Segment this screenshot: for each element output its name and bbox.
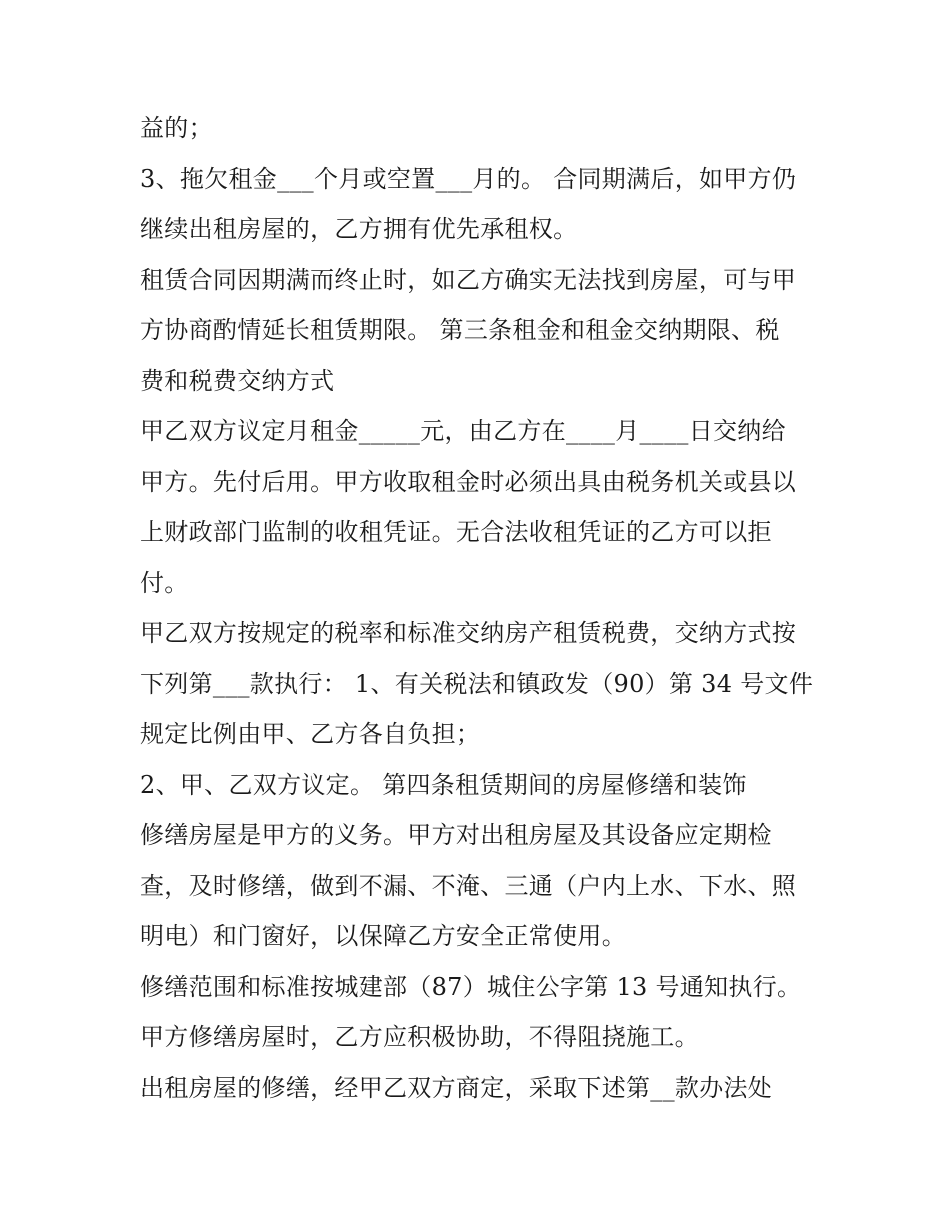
text-line: 甲方。先付后用。甲方收取租金时必须出具由税务机关或县以 (140, 467, 797, 496)
text-line: 修缮房屋是甲方的义务。甲方对出租房屋及其设备应定期检 (140, 821, 772, 849)
text-line: 下列第___款执行： 1、有关税法和镇政发（90）第 34 号文件 (140, 669, 814, 698)
text-line: 2、甲、乙双方议定。 第四条租赁期间的房屋修缮和装饰 (140, 770, 747, 799)
text-line: 3、拖欠租金___个月或空置___月的。 合同期满后，如甲方仍 (140, 164, 797, 193)
text-line: 查，及时修缮，做到不漏、不淹、三通（户内上水、下水、照 (140, 871, 797, 900)
text-line: 租赁合同因期满而终止时，如乙方确实无法找到房屋，可与甲 (140, 265, 797, 294)
text-line: 出租房屋的修缮，经甲乙双方商定，采取下述第__款办法处 (140, 1073, 773, 1102)
text-line: 费和税费交纳方式 (140, 366, 335, 395)
document-body (140, 103, 830, 1113)
text-line: 甲乙双方议定月租金_____元，由乙方在____月____日交纳给 (140, 417, 786, 445)
text-line: 益的； (140, 114, 213, 142)
text-line: 修缮范围和标准按城建部（87）城住公字第 13 号通知执行。 (140, 972, 802, 1001)
text-line: 方协商酌情延长租赁期限。 第三条租金和租金交纳期限、税 (140, 316, 780, 344)
text-line: 继续出租房屋的，乙方拥有优先承租权。 (140, 215, 578, 243)
text-line: 付。 (140, 568, 189, 597)
text-line: 甲乙双方按规定的税率和标准交纳房产租赁税费，交纳方式按 (140, 619, 797, 647)
text-line: 明电）和门窗好，以保障乙方安全正常使用。 (140, 922, 626, 950)
text-line: 规定比例由甲、乙方各自负担； (140, 720, 481, 748)
text-line: 甲方修缮房屋时，乙方应积极协助，不得阻挠施工。 (140, 1023, 699, 1051)
text-line: 上财政部门监制的收租凭证。无合法收租凭证的乙方可以拒 (140, 518, 772, 546)
